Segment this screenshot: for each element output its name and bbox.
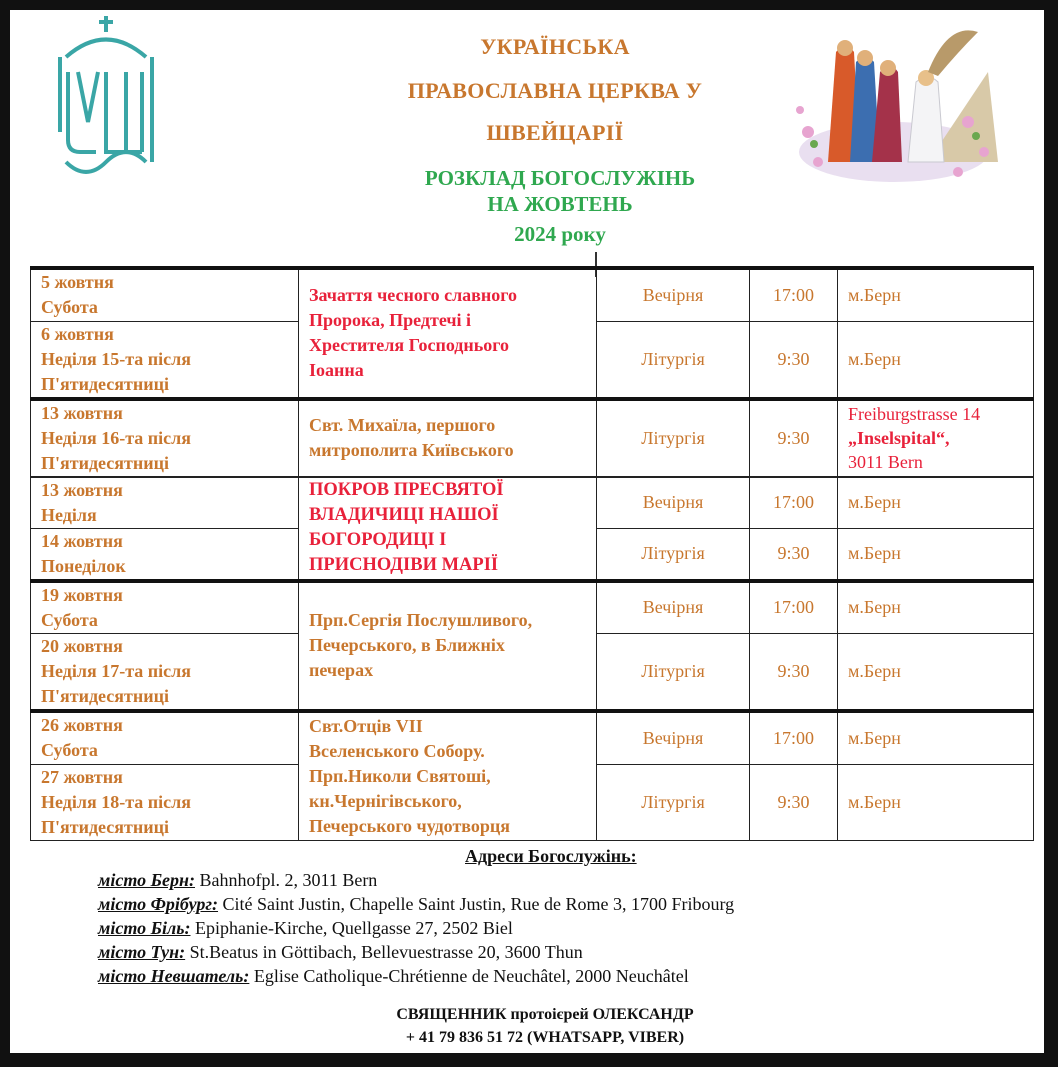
date-cell [31,711,299,764]
schedule-row [31,268,1034,321]
address-city: місто Невшатель: [98,966,250,986]
address-city: місто Берн: [98,870,195,890]
date-cell [31,268,299,321]
church-title-line-1: УКРАЇНСЬКА [480,34,630,59]
schedule-title-line-1: РОЗКЛАД БОГОСЛУЖІНЬ [424,166,696,190]
feast-line: Іоанна [309,360,364,381]
date-weekday: Субота [41,740,98,761]
feast-line: кн.Чернігівського, [309,790,462,811]
priest-name: СВЯЩЕННИК протоієрей ОЛЕКСАНДР [396,1006,694,1023]
service-cell: Вечірня [597,711,750,764]
date-cell [31,528,299,581]
schedule-table [30,266,1034,841]
feast-line: ВЛАДИЧИЦІ НАШОЇ [309,505,499,525]
time-cell: 9:30 [750,764,838,840]
service-cell: Вечірня [597,581,750,634]
date-cell [31,477,299,529]
place-line [848,426,1023,450]
feast-line: Хрестителя Господнього [309,335,510,356]
address-line [98,894,734,915]
feast-cell [299,399,597,477]
feast-line: печерах [309,660,374,681]
schedule-group [31,581,1034,712]
feast-line: Свт.Отців VII [309,715,423,736]
schedule-group [31,477,1034,581]
date-day: 13 жовтня [41,402,123,423]
feast-line: митрополита Київського [309,440,514,460]
time-cell: 17:00 [750,581,838,634]
place-cell: м.Берн [838,528,1034,581]
date-cell [31,764,299,840]
date-weekday: Субота [41,297,98,318]
feast-cell [299,477,597,581]
church-logo [46,12,166,182]
date-weekday: Понеділок [41,555,126,576]
feast-line: Прп.Сергія Послушливого, [309,610,533,631]
feast-cell [299,268,597,399]
feast-line: Печерського, в Ближніх [309,635,505,656]
feast-line: Свт. Михаїла, першого [309,415,496,435]
time-cell: 9:30 [750,528,838,581]
address-line [98,918,513,939]
address-text: Bahnhofpl. 2, 3011 Bern [199,870,378,890]
place-cell: м.Берн [838,711,1034,764]
place-cell: м.Берн [838,581,1034,634]
place-line: 3011 Bern [848,452,923,472]
feast-line: ПОКРОВ ПРЕСВЯТОЇ [309,480,504,500]
date-day: 19 жовтня [41,584,123,605]
time-cell: 17:00 [750,711,838,764]
service-cell: Літургія [597,399,750,477]
place-cell: м.Берн [838,764,1034,840]
schedule-group [31,711,1034,840]
service-cell: Вечірня [597,268,750,321]
date-cell [31,581,299,634]
address-line [98,966,689,987]
date-weekday: Неділя [41,504,97,525]
feast-cell [299,711,597,840]
feast-line: Прп.Николи Святоші, [309,765,491,786]
service-cell: Літургія [597,528,750,581]
schedule-row [31,711,1034,764]
place-cell: м.Берн [838,477,1034,529]
address-city: місто Фрібург: [98,894,219,914]
date-weekday: П'ятидесятниці [41,452,169,473]
address-text: St.Beatus in Göttibach, Bellevuestrasse 20, 3600 Thun [189,942,583,962]
date-day: 26 жовтня [41,715,123,736]
address-line [98,942,583,963]
feast-line: ПРИСНОДІВИ МАРІЇ [309,555,499,575]
schedule-group [31,399,1034,477]
date-day: 14 жовтня [41,530,123,551]
address-text: Cité Saint Justin, Chapelle Saint Justin, Rue de Rome 3, 1700 Fribourg [222,894,735,914]
address-text: Epiphanie-Kirche, Quellgasse 27, 2502 Biel [194,918,513,938]
date-day: 20 жовтня [41,636,123,656]
place-cell [838,399,1034,477]
time-cell: 9:30 [750,399,838,477]
schedule-row [31,581,1034,634]
schedule-row [31,399,1034,477]
logo-letters: УЦ [106,12,108,13]
date-weekday: П'ятидесятниці [41,816,169,837]
time-cell: 9:30 [750,321,838,399]
place-cell: м.Берн [838,321,1034,399]
date-weekday: П'ятидесятниці [41,373,169,394]
addresses-heading: Адреси Богослужінь: [465,846,637,866]
feast-line: БОГОРОДИЦІ І [309,530,447,550]
church-title-line-2: ПРАВОСЛАВНА ЦЕРКВА У [407,78,703,103]
time-cell: 17:00 [750,477,838,529]
place-venue: „Inselspital“, [848,428,950,448]
date-cell [31,634,299,712]
schedule-title-line-3: 2024 року [514,222,606,246]
place-cell: м.Берн [838,268,1034,321]
feast-line: Пророка, Предтечі і [309,310,472,331]
address-line [98,870,377,891]
schedule-row [31,477,1034,529]
schedule-sheet [10,10,1044,1053]
service-cell: Вечірня [597,477,750,529]
address-city: місто Біль: [98,918,191,938]
feast-line: Печерського чудотворця [309,815,511,836]
feast-line: Вселенського Собору. [309,740,485,761]
date-day: 5 жовтня [41,272,114,293]
feast-cell [299,581,597,712]
date-cell [31,321,299,399]
priest-phone: + 41 79 836 51 72 (WHATSAPP, VIBER) [405,1029,685,1046]
service-cell: Літургія [597,634,750,712]
schedule-group [31,268,1034,399]
date-weekday: Неділя 18-та після [41,791,191,812]
place-cell: м.Берн [838,634,1034,712]
feast-line: Зачаття чесного славного [309,285,518,306]
service-cell: Літургія [597,764,750,840]
date-weekday: Субота [41,609,98,630]
service-cell: Літургія [597,321,750,399]
time-cell: 9:30 [750,634,838,712]
address-text: Eglise Catholique-Chrétienne de Neuchâtel, 2000 Neuchâtel [253,966,689,986]
date-day: 6 жовтня [41,323,114,344]
date-cell [31,399,299,477]
date-weekday: Неділя 15-та після [41,348,191,369]
church-title-line-3: ШВЕЙЦАРІЇ [486,120,624,145]
myrrh-bearers-icon [788,12,1000,188]
date-weekday: Неділя 17-та після [41,661,191,681]
date-day: 13 жовтня [41,479,123,500]
address-city: місто Тун: [98,942,186,962]
date-weekday: Неділя 16-та після [41,427,191,448]
place-line: Freiburgstrasse 14 [848,404,981,424]
date-day: 27 жовтня [41,766,123,787]
schedule-title-line-2: НА ЖОВТЕНЬ [487,192,633,216]
time-cell: 17:00 [750,268,838,321]
date-weekday: П'ятидесятниці [41,686,169,706]
